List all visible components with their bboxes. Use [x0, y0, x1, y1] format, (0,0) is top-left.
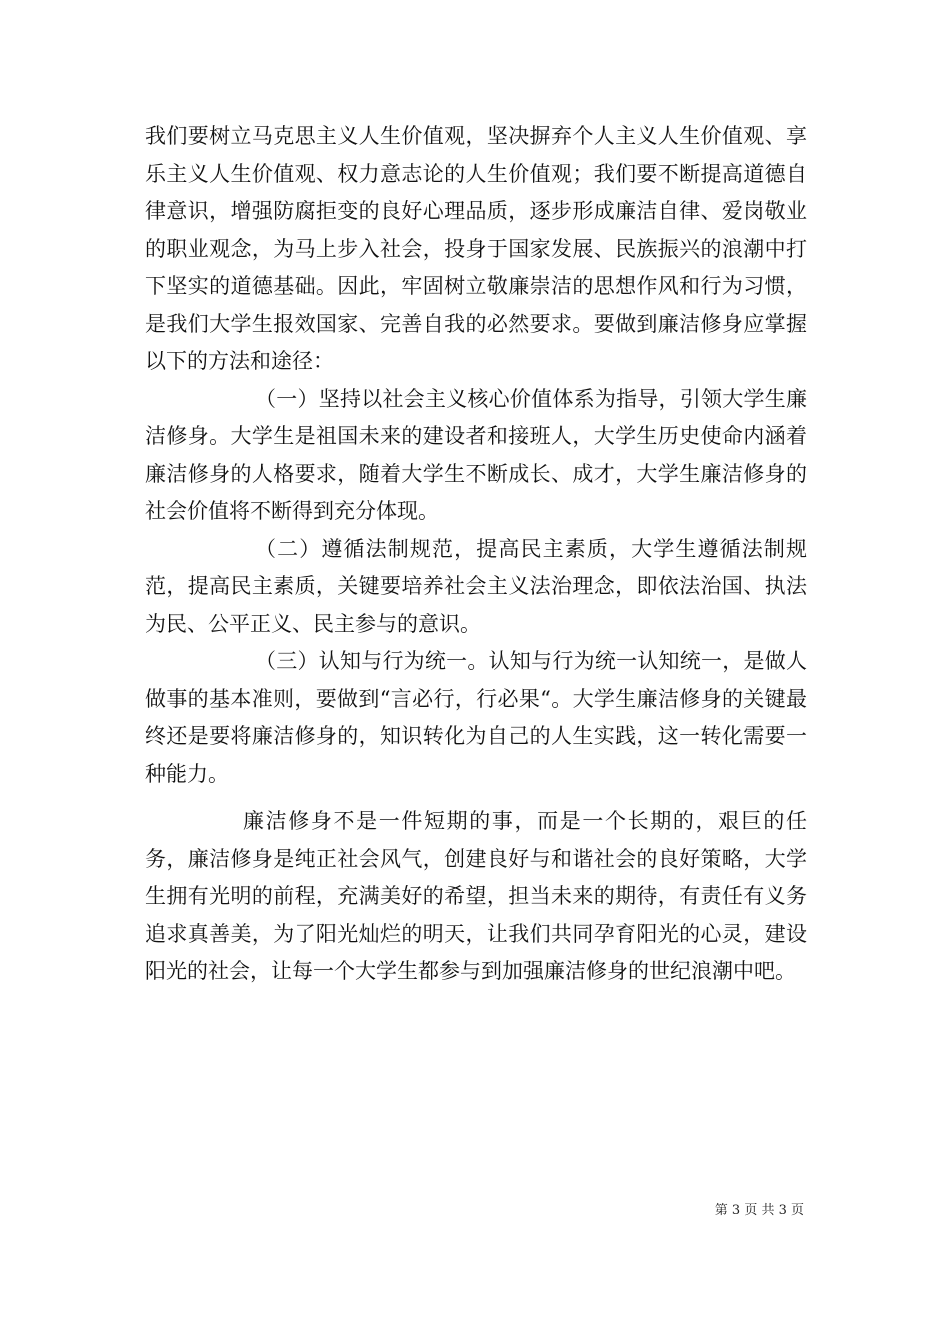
page-number: 第 3 页 共 3 页	[714, 1203, 804, 1218]
paragraph-method-2: （二）遵循法制规范，提高民主素质，大学生遵循法制规范，提高民主素质，关键要培养社会主义法治理念，即依法治国、执法为民、公平正义、民主参与的意识。	[145, 536, 807, 636]
paragraph-conclusion: 廉洁修身不是一件短期的事，而是一个长期的，艰巨的任务，廉洁修身是纯正社会风气，创建良好与和谐社会的良好策略，大学生拥有光明的前程，充满美好的希望，担当未来的期待，有责任有义务追求真善美，为了阳光灿烂的明天，让我们共同孕育阳光的心灵，建设阳光的社会，让每一个大学生都参与到加强廉洁修身的世纪浪潮中吧。	[145, 809, 807, 983]
paragraph-method-1: （一）坚持以社会主义核心价值体系为指导，引领大学生廉洁修身。大学生是祖国未来的建设者和接班人，大学生历史使命内涵着廉洁修身的人格要求，随着大学生不断成长、成才，大学生廉洁修身的社会价值将不断得到充分体现。	[145, 386, 807, 523]
paragraph-method-3: （三）认知与行为统一。认知与行为统一认知统一，是做人做事的基本准则，要做到“言必行，行必果“。大学生廉洁修身的关键最终还是要将廉洁修身的，知识转化为自己的人生实践，这一转化需要一种能力。	[145, 649, 807, 786]
paragraph-intro: 我们要树立马克思主义人生价值观，坚决摒弃个人主义人生价值观、享乐主义人生价值观、权力意志论的人生价值观；我们要不断提高道德自律意识，增强防腐拒变的良好心理品质，逐步形成廉洁自律、爱岗敬业的职业观念，为马上步入社会，投身于国家发展、民族振兴的浪潮中打下坚实的道德基础。因此，牢固树立敬廉崇洁的思想作风和行为习惯，是我们大学生报效国家、完善自我的必然要求。要做到廉洁修身应掌握以下的方法和途径：	[145, 124, 807, 373]
document-body	[145, 118, 807, 991]
